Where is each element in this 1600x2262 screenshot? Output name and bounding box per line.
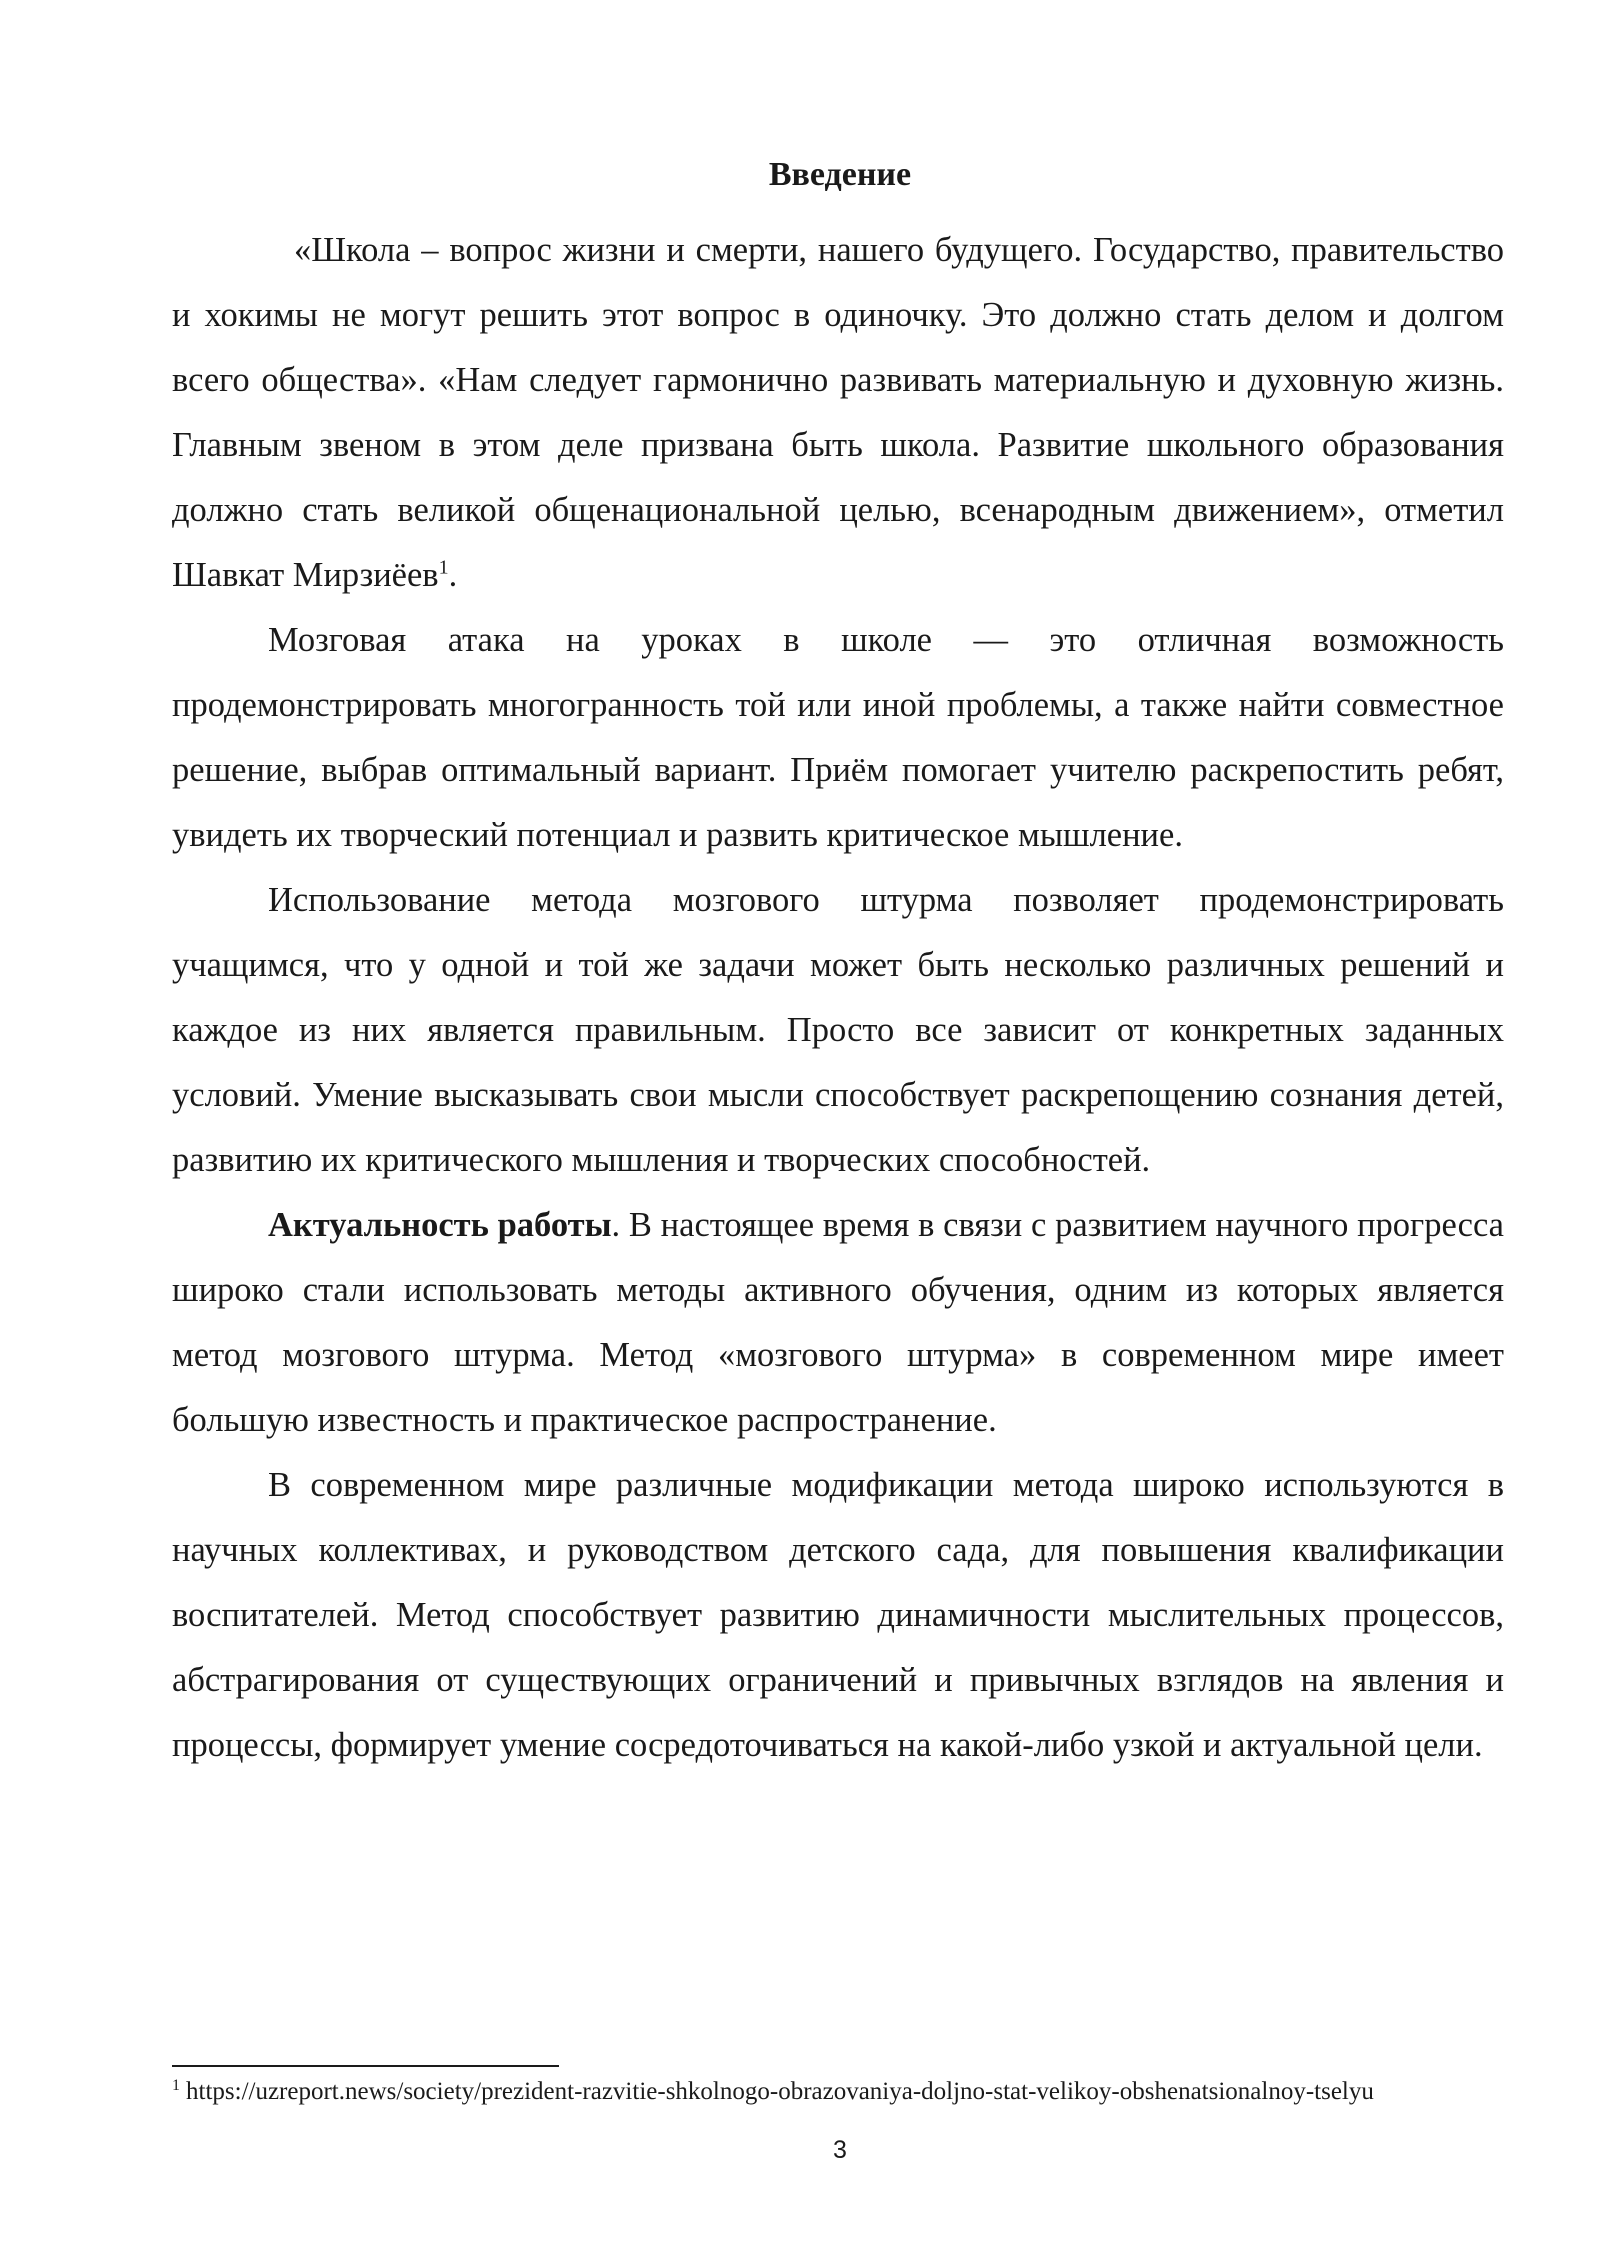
paragraph-3: Использование метода мозгового штурма позволяет продемонстрировать учащимся, что у одной и той же задачи может быть несколько различных решений и каждое из них является правильным. Просто все зависит от конкретных заданных условий. Умение высказывать свои мысли способствует раскрепощению сознания детей, развитию их критического мышления и творческих способностей. <box>172 881 1504 1179</box>
footnote-link[interactable]: https://uzreport.news/society/prezident-razvitie-shkolnogo-obrazovaniya-doljno-stat-velikoy-obshenatsionalnoy-tselyu <box>186 2078 1374 2105</box>
paragraph-4-text: . В настоящее время в связи с развитием научного прогресса широко стали использовать методы активного обучения, одним из которых является метод мозгового штурма. Метод «мозгового штурма» в современном мире имеет большую известность и практическое распространение. <box>172 1206 1504 1439</box>
document-body <box>172 218 1504 1778</box>
paragraph-5: В современном мире различные модификации метода широко используются в научных коллективах, и руководством детского сада, для повышения квалификации воспитателей. Метод способствует развитию динамичности мыслительных процессов, абстрагирования от существующих ограничений и привычных взглядов на явления и процессы, формирует умение сосредоточиваться на какой-либо узкой и актуальной цели. <box>172 1466 1504 1764</box>
paragraph-1-text: «Школа – вопрос жизни и смерти, нашего будущего. Государство, правительство и хокимы не могут решить этот вопрос в одиночку. Это должно стать делом и долгом всего общества». «Нам следует гармонично развивать материальную и духовную жизнь. Главным звеном в этом деле призвана быть школа. Развитие школьного образования должно стать великой общенациональной целью, всенародным движением», отметил Шавкат Мирзиёев <box>172 231 1504 594</box>
footnote-number: 1 <box>172 2076 180 2094</box>
relevance-heading: Актуальность работы <box>268 1206 612 1244</box>
paragraph-1 <box>172 218 1504 608</box>
footnote <box>172 2074 1512 2110</box>
footnote-reference[interactable]: 1 <box>438 556 449 579</box>
footnote-separator <box>172 2065 559 2067</box>
paragraph-1-end: . <box>448 556 458 594</box>
paragraph-2: Мозговая атака на уроках в школе — это отличная возможность продемонстрировать многогранность той или иной проблемы, а также найти совместное решение, выбрав оптимальный вариант. Приём помогает учителю раскрепостить ребят, увидеть их творческий потенциал и развить критическое мышление. <box>172 621 1504 854</box>
paragraph-4 <box>172 1193 1504 1453</box>
section-title: Введение <box>768 156 912 193</box>
page-number: 3 <box>833 2136 847 2164</box>
